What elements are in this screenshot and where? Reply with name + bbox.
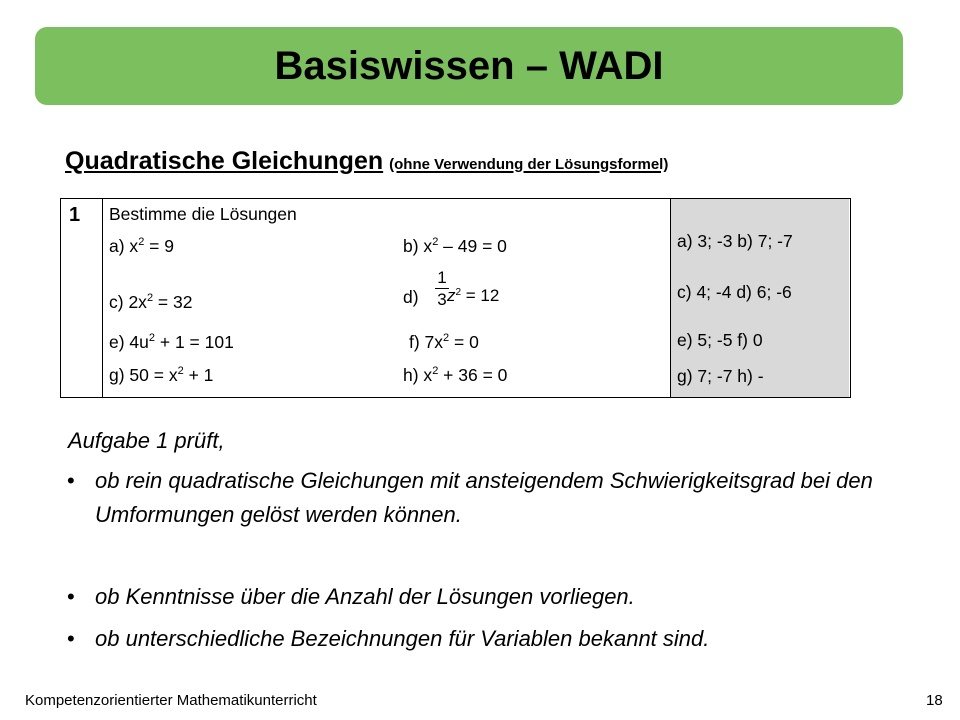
task-instruction: Bestimme die Lösungen bbox=[109, 204, 297, 224]
intro-text: Aufgabe 1 prüft, bbox=[68, 428, 225, 453]
fraction-denominator: 3 bbox=[437, 290, 447, 309]
answer-line-4: g) 7; -7 h) - bbox=[677, 366, 764, 386]
equation-h: h) $x^2 + 36 = 0$ bbox=[403, 365, 508, 385]
table-bottom-border bbox=[60, 397, 850, 398]
bullet-text: ob rein quadratische Gleichungen mit ansteigendem Schwierigkeitsgrad bei den Umformungen gelöst werden können. bbox=[95, 468, 873, 527]
section-heading bbox=[65, 147, 668, 176]
section-heading-main: Quadratische Gleichungen bbox=[65, 147, 384, 175]
equation-e: e) $4u^2 + 1 = 101$ bbox=[109, 332, 234, 352]
bullet-text: ob Kenntnisse über die Anzahl der Lösungen vorliegen. bbox=[95, 584, 635, 609]
title-banner bbox=[35, 27, 903, 105]
section-heading-note: (ohne Verwendung der Lösungsformel) bbox=[389, 156, 669, 173]
bullet-dot-icon: • bbox=[67, 584, 75, 609]
answer-line-1: a) 3; -3 b) 7; -7 bbox=[677, 231, 793, 251]
equation-d-label: d) bbox=[403, 287, 419, 307]
page-title: Basiswissen – WADI bbox=[274, 43, 664, 88]
footer-page-number: 18 bbox=[926, 692, 943, 709]
answer-right-border bbox=[850, 198, 851, 398]
bullet-text: ob unterschiedliche Bezeichnungen für Variablen bekannt sind. bbox=[95, 626, 710, 651]
equation-g: g) $50 = x^2 + 1$ bbox=[109, 365, 214, 385]
equation-b: b) $x^2 - 49 = 0$ bbox=[403, 236, 507, 256]
column-divider bbox=[102, 198, 103, 398]
bullet-dot-icon: • bbox=[67, 626, 75, 651]
equation-c: c) $2x^2 = 32$ bbox=[109, 292, 193, 312]
bullet-dot-icon: • bbox=[67, 468, 75, 493]
footer-course-name: Kompetenzorientierter Mathematikunterricht bbox=[25, 692, 317, 709]
equation-d-rest: $z^2 = 12$ bbox=[447, 286, 500, 305]
equation-f: f) $7x^2 = 0$ bbox=[409, 332, 479, 352]
answer-line-3: e) 5; -5 f) 0 bbox=[677, 330, 763, 350]
task-number-cell bbox=[60, 198, 103, 398]
equation-a: a) $x^2 = 9$ bbox=[109, 236, 174, 256]
task-number: 1 bbox=[69, 204, 81, 226]
answer-line-2: c) 4; -4 d) 6; -6 bbox=[677, 282, 792, 302]
fraction-numerator: 1 bbox=[437, 268, 447, 287]
